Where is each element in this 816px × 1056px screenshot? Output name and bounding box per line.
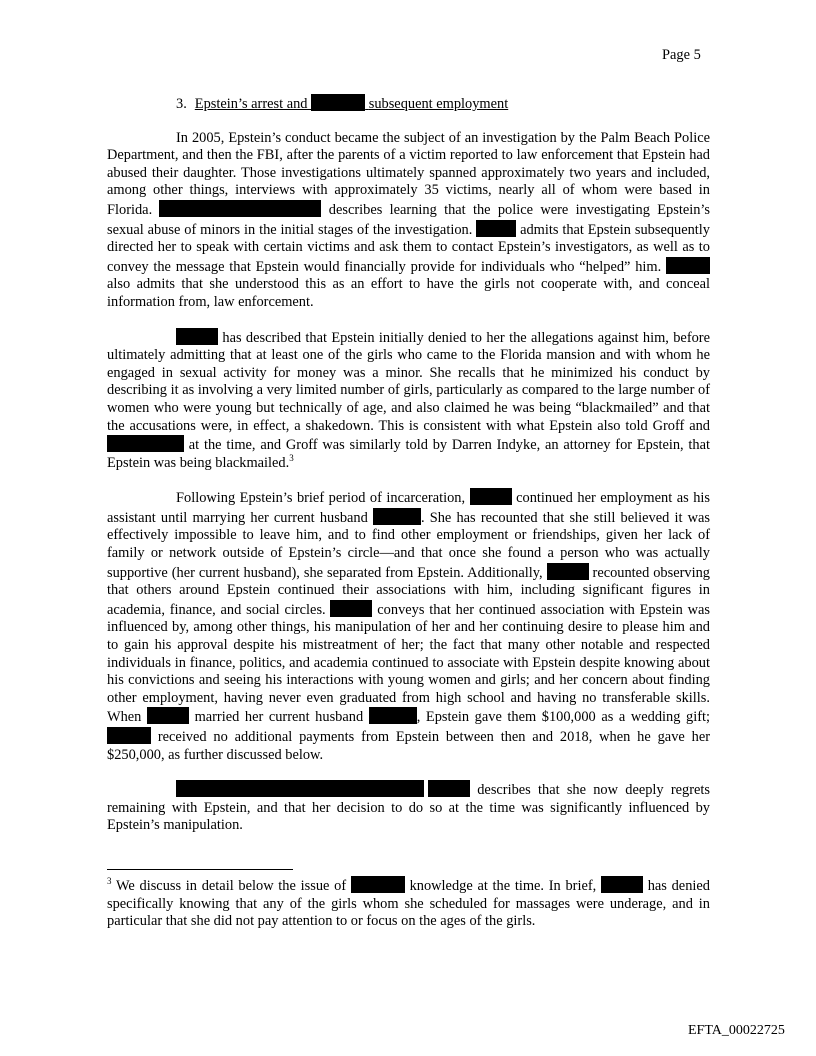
document-id: EFTA_00022725 [688, 1023, 785, 1038]
para3-text-4: recounted observing that others around Epstein continued their associations with him, including significant figures in academia, finance, and social circles. [107, 564, 710, 618]
page-number: Page 5 [662, 47, 701, 63]
footnote-reference: 3 [289, 452, 294, 463]
redaction [428, 780, 470, 797]
paragraph-2 [107, 328, 710, 473]
section-title-part1: Epstein’s arrest and [194, 96, 308, 112]
para1-text-2: describes learning that the police were investigating Epstein’s sexual abuse of minors in the initial stages of the investigation. [107, 201, 710, 238]
paragraph-1 [107, 130, 710, 312]
paragraph-4 [107, 780, 710, 835]
redaction [666, 257, 710, 274]
redaction [373, 508, 421, 525]
para1-text-1: In 2005, Epstein’s conduct became the subject of an investigation by the Palm Beach Police Department, and then the FBI, after the parents of a victim reported to law enforcement that Epstein had abused their daughter. Those investigations ultimately spanned approximately two years and included, among other things, interviews with approximately 35 victims, nearly all of whom were based in Florida. [107, 129, 710, 218]
para3-text-2: continued her employment as his assistant until marrying her current husband [107, 490, 710, 526]
redaction [311, 94, 365, 111]
redaction [547, 563, 589, 580]
redaction [369, 707, 417, 724]
footnote-mark: 3 [107, 876, 112, 887]
redaction [159, 200, 321, 217]
para3-text-8: received no additional payments from Epstein between then and 2018, when he gave her $250,000, as further discussed below. [107, 729, 710, 763]
para2-text-1: has described that Epstein initially denied to her the allegations against him, before ultimately admitting that at least one of the girls who came to the Florida mansion and with whom he engaged in sexual activity for money was a minor. She recalls that he minimized his conduct by describing it as involving a very limited number of girls, particularly as compared to the large number of women who were young but technically of age, and also claimed he was being “blackmailed” and that the accusations were, in effect, a shakedown. This is consistent with what Epstein also told Groff and [107, 329, 710, 434]
para3-text-6: married her current husband [194, 709, 364, 726]
para3-text-3: . She has recounted that she still believed it was effectively impossible to leave him, and to find other employment or friendships, given her lack of family or network outside of Epstein’s circle—and that once she found a person who was actually supportive (her current husband), she separated from Epstein. Additionally, [107, 509, 710, 581]
footnote-text-2: knowledge at the time. In brief, [409, 877, 597, 894]
section-title-part2: subsequent employment [368, 96, 509, 112]
document-body [107, 94, 710, 931]
redaction [107, 435, 184, 452]
redaction [107, 727, 151, 744]
footnote-text-3: has denied specifically knowing that any of the girls whom she scheduled for massages were underage, and in particular that she did not pay attention to or focus on the ages of the girls. [107, 877, 710, 930]
redaction [470, 488, 512, 505]
redaction [176, 328, 218, 345]
para2-text-2: at the time, and Groff was similarly told by Darren Indyke, an attorney for Epstein, that Epstein was being blackmailed. [107, 437, 710, 471]
section-heading [176, 94, 710, 114]
section-number: 3. [176, 96, 187, 112]
redaction [351, 876, 405, 893]
para1-text-4: also admits that she understood this as an effort to have the girls not cooperate with, and conceal information from, law enforcement. [107, 276, 710, 310]
redaction [176, 780, 424, 797]
footnote-text-1: We discuss in detail below the issue of [115, 877, 347, 894]
para1-text-3: admits that Epstein subsequently directed her to speak with certain victims and ask them to contact Epstein’s investigators, as well as to convey the message that Epstein would financially provide for individuals who “helped” him. [107, 221, 710, 275]
paragraph-3 [107, 488, 710, 764]
footnote-divider [107, 869, 293, 870]
para3-text-1: Following Epstein’s brief period of incarceration, [176, 490, 466, 507]
redaction [147, 707, 189, 724]
para4-text-1: describes that she now deeply regrets remaining with Epstein, and that her decision to do so at the time was significantly influenced by Epstein’s manipulation. [107, 782, 710, 834]
para3-text-5: conveys that her continued association with Epstein was influenced by, among other things, his manipulation of her and her continuing desire to please him and to gain his approval despite his mistreatment of her; the fact that many other notable and respected individuals in finance, politics, and academia continued to associate with Epstein despite knowing about his convictions and seeing his interactions with young women and girls; and her concern about finding other employment, having never even graduated from high school and having no transferable skills. When [107, 601, 710, 726]
para3-text-7: , Epstein gave them $100,000 as a wedding gift; [416, 709, 710, 726]
redaction [601, 876, 643, 893]
footnote [107, 876, 710, 931]
redaction [330, 600, 372, 617]
redaction [476, 220, 516, 237]
